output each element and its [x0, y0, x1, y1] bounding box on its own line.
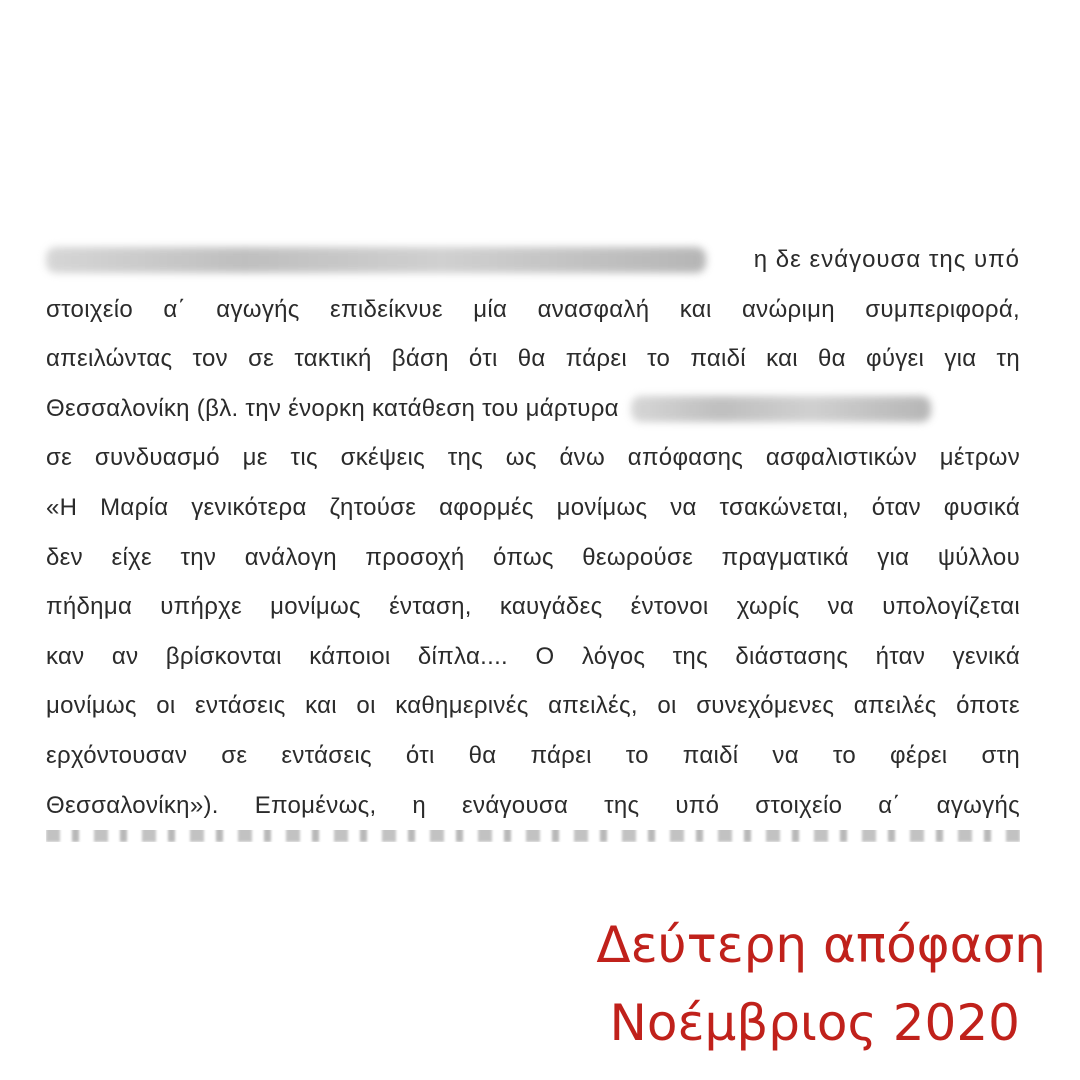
caption-date: Νοέμβριος 2020 — [609, 994, 1020, 1052]
document-line-1 — [46, 235, 1020, 285]
document-line-6: «Η Μαρία γενικότερα ζητούσε αφορμές μονίμως να τσακώνεται, όταν φυσικά — [46, 493, 1020, 521]
document-line-12: Θεσσαλονίκη»). Επομένως, η ενάγουσα της υπό στοιχείο α΄ αγωγής — [46, 791, 1020, 819]
document-line-7: δεν είχε την ανάλογη προσοχή όπως θεωρούσε πραγματικά για ψύλλου — [46, 543, 1020, 571]
caption — [346, 906, 1046, 1062]
document-line-9: καν αν βρίσκονται κάποιοι δίπλα.... Ο λόγος της διάστασης ήταν γενικά — [46, 642, 1020, 670]
document-line-3: απειλώντας τον σε τακτική βάση ότι θα πάρει το παιδί και θα φύγει για τη — [46, 345, 1020, 373]
document-excerpt — [46, 235, 1020, 842]
caption-title: Δεύτερη απόφαση — [596, 916, 1046, 974]
document-line-4-text: Θεσσαλονίκη (βλ. την ένορκη κατάθεση του μάρτυρα — [46, 394, 619, 422]
document-line-1-text: η δε ενάγουσα της υπό — [753, 246, 1020, 273]
document-line-5: σε συνδυασμό με τις σκέψεις της ως άνω απόφασης ασφαλιστικών μέτρων — [46, 444, 1020, 472]
document-line-11: ερχόντουσαν σε εντάσεις ότι θα πάρει το παιδί να το φέρει στη — [46, 741, 1020, 769]
document-line-8: πήδημα υπήρχε μονίμως ένταση, καυγάδες έντονοι χωρίς να υπολογίζεται — [46, 593, 1020, 621]
cropped-line — [46, 830, 1020, 842]
document-line-2: στοιχείο α΄ αγωγής επιδείκνυε μία ανασφαλή και ανώριμη συμπεριφορά, — [46, 295, 1020, 323]
redacted-text — [631, 396, 931, 422]
document-line-4 — [46, 384, 1020, 434]
redacted-text — [46, 247, 706, 273]
document-line-10: μονίμως οι εντάσεις και οι καθημερινές απειλές, οι συνεχόμενες απειλές όποτε — [46, 692, 1020, 720]
